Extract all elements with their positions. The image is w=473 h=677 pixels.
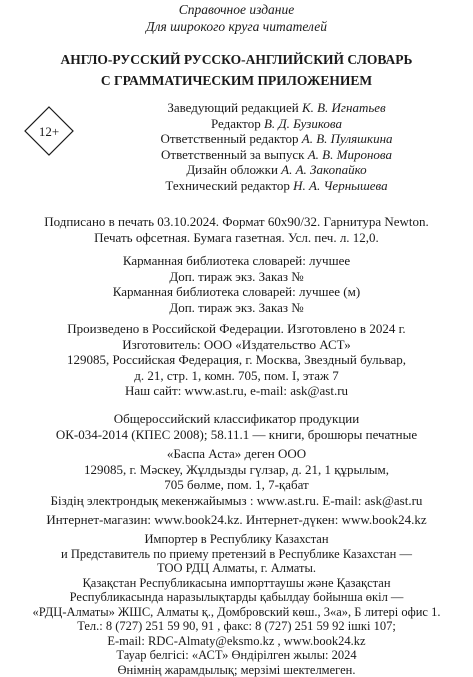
kz-address-line: 129085, г. Мәскеу, Жұлдызды гүлзар, д. 21, 1 құрылым, (84, 461, 389, 477)
credit-line: Ответственный редактор А. В. Пуляшкина (160, 131, 393, 146)
importer-line: Өнімнің жарамдылық; мерзімі шектелмеген. (117, 662, 356, 677)
age-rating-text: 12+ (38, 124, 60, 139)
importer-line: Тел.: 8 (727) 251 59 90, 91 , факс: 8 (727) 251 59 92 ішкі 107; (77, 619, 396, 633)
kz-address-line: 705 бөлме, пом. 1, 7-қабат (164, 477, 309, 492)
edition-type: Справочное издание (178, 2, 295, 17)
credit-line: Заведующий редакцией К. В. Игнатьев (167, 100, 386, 115)
age-rating-badge (24, 106, 74, 156)
printing-type: Печать офсетная. Бумага газетная. Усл. печ. л. 12,0. (94, 229, 379, 245)
audience: Для широкого круга читателей (145, 18, 327, 34)
title-line-2: С ГРАММАТИЧЕСКИМ ПРИЛОЖЕНИЕМ (100, 73, 373, 88)
credits-block (80, 100, 473, 193)
importer-line: Импортер в Республику Казахстан (144, 532, 329, 546)
importer-line: ТОО РДЦ Алматы, г. Алматы. (156, 561, 317, 575)
classifier-title: Общероссийский классификатор продукции (113, 411, 360, 426)
importer-line: и Представитель по приему претензий в Республике Казахстан — (61, 546, 412, 561)
importer-line: Қазақстан Республикасына импорттаушы және Қазақстан (82, 575, 391, 590)
print-specs (0, 214, 473, 245)
credit-line: Дизайн обложки А. А. Закопайко (186, 162, 367, 177)
online-shops (0, 512, 473, 528)
manufacturer: Изготовитель: ООО «Издательство АСТ» (122, 336, 351, 352)
online-shop-line: Интернет-магазин: www.book24.kz. Интернет-дүкен: www.book24.kz (46, 512, 427, 527)
signed-to-print: Подписано в печать 03.10.2024. Формат 60x90/32. Гарнитура Newton. (44, 214, 429, 229)
address-line: 129085, Российская Федерация, г. Москва, Звездный бульвар, (66, 352, 407, 367)
produced-in: Произведено в Российской Федерации. Изготовлено в 2024 г. (67, 321, 406, 336)
importer-line: Республикасында наразылықтарды қабылдау бойынша өкіл — (69, 590, 404, 604)
series-line: Карманная библиотека словарей: лучшее (м) (112, 284, 361, 299)
importer-line: Тауар белгісі: «АСТ» Өндірілген жылы: 2024 (116, 648, 357, 662)
reprint-line: Доп. тираж экз. Заказ № (169, 299, 304, 315)
kz-contacts: Біздің электрондық мекенжайымыз : www.ast.ru. E-mail: ask@ast.ru (50, 492, 423, 508)
title-line-1: АНГЛО-РУССКИЙ РУССКО-АНГЛИЙСКИЙ СЛОВАРЬ (60, 52, 413, 67)
header-notes (0, 2, 473, 35)
credit-line: Ответственный за выпуск А. В. Миронова (161, 146, 392, 162)
importer-line: E-mail: RDC-Almaty@eksmo.kz , www.book24.kz (107, 633, 366, 648)
book-title (0, 49, 473, 91)
importer-info (0, 532, 473, 677)
address-line: д. 21, стр. 1, комн. 705, пом. I, этаж 7 (134, 367, 339, 383)
edition-info (0, 253, 473, 315)
kz-publisher-name: «Баспа Аста» деген ООО (166, 446, 307, 461)
website-line: Наш сайт: www.ast.ru, e-mail: ask@ast.ru (124, 383, 349, 398)
credit-line: Технический редактор Н. А. Чернышева (165, 177, 388, 193)
classifier-code: ОК-034-2014 (КПЕС 2008); 58.11.1 — книги, брошюры печатные (55, 426, 418, 442)
kazakh-publisher-info (0, 446, 473, 508)
series-line: Карманная библиотека словарей: лучшее (122, 253, 351, 268)
credit-line: Редактор В. Д. Бузикова (211, 115, 342, 131)
product-classifier (0, 411, 473, 442)
reprint-line: Доп. тираж экз. Заказ № (169, 268, 304, 284)
importer-line: «РДЦ-Алматы» ЖШС, Алматы қ., Домбровский көш., 3«а», Б литері офис 1. (32, 604, 441, 619)
publisher-info (0, 321, 473, 399)
